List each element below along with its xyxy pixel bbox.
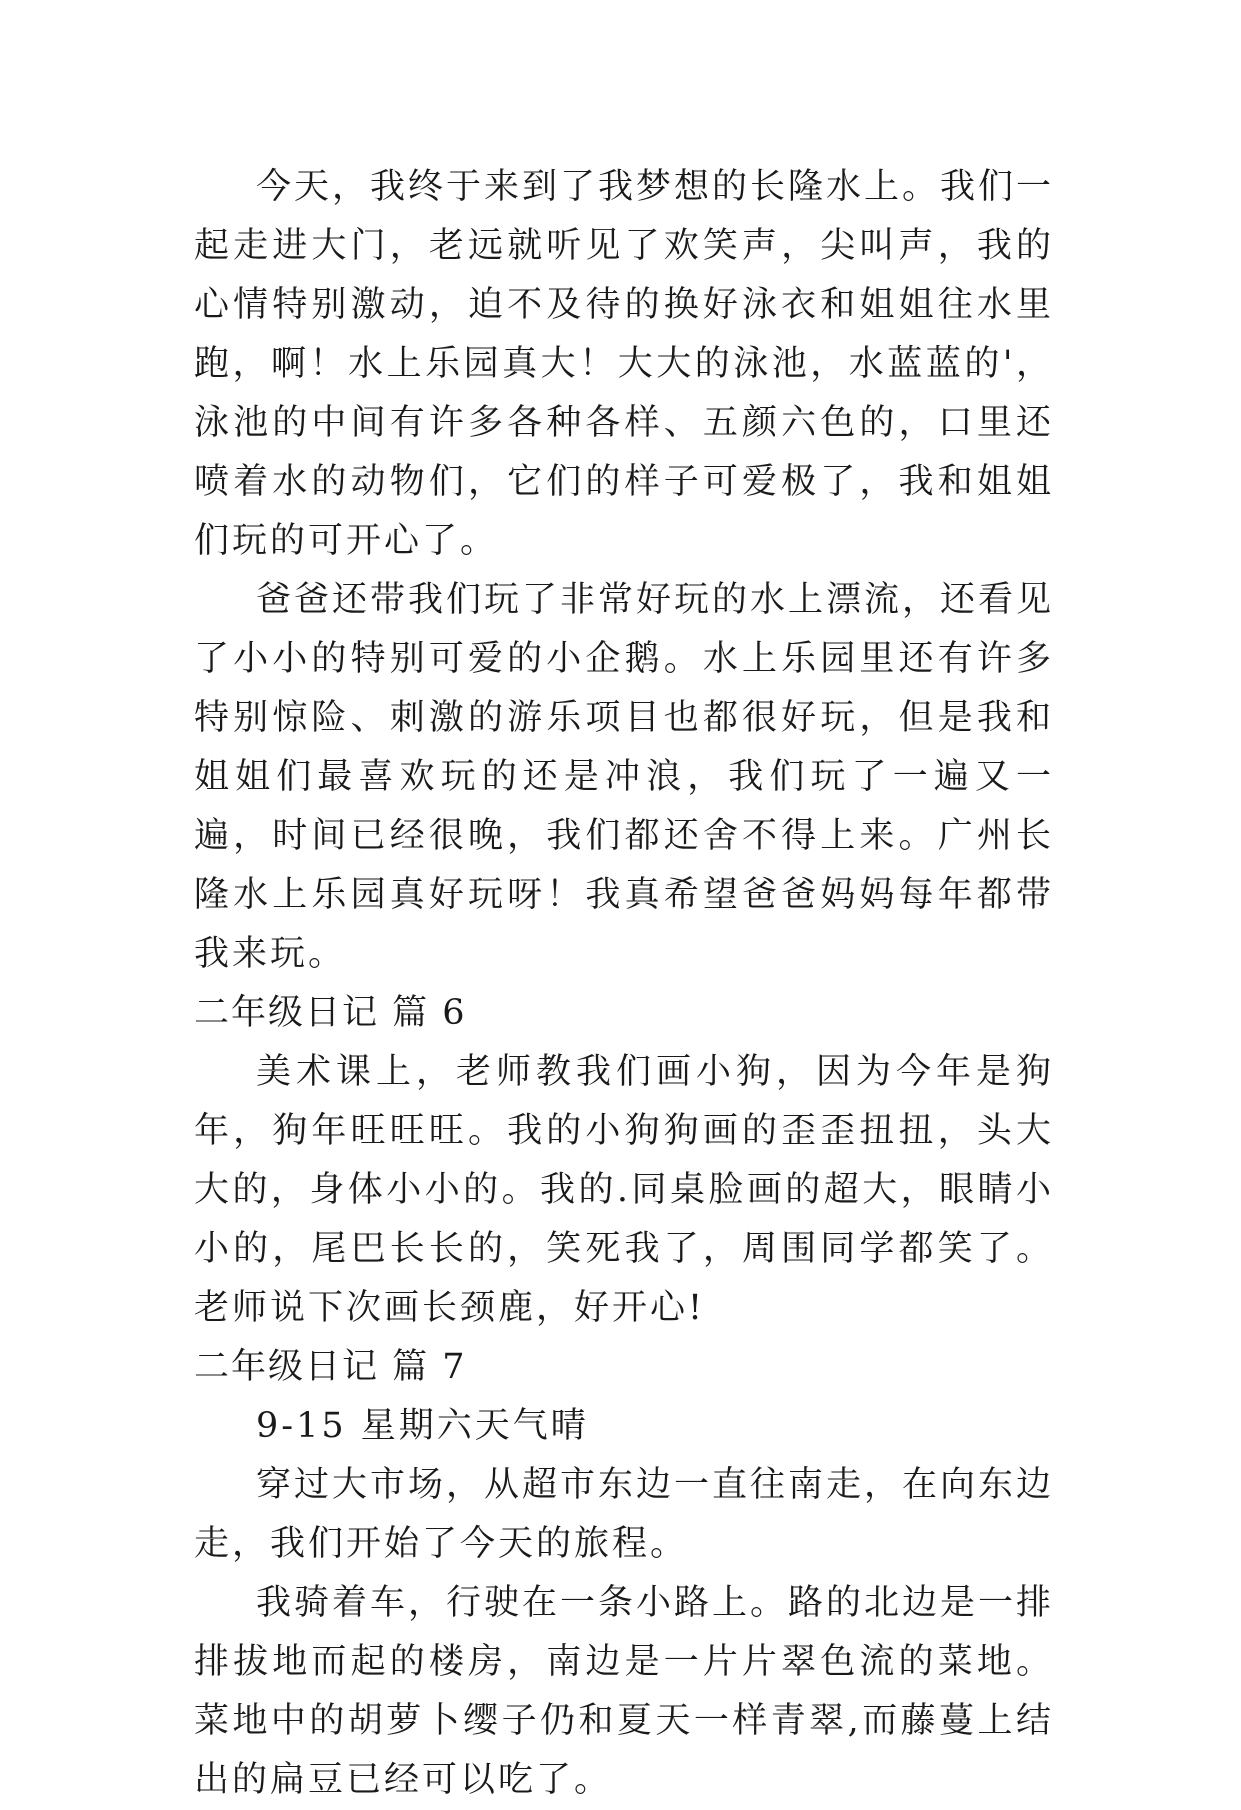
paragraph-water-park-visit: 今天，我终于来到了我梦想的长隆水上。我们一起走进大门，老远就听见了欢笑声，尖叫声，我的心情特别激动，迫不及待的换好泳衣和姐姐往水里跑，啊！水上乐园真大！大大的泳池，水蓝蓝的'，泳池的中间有许多各种各样、五颜六色的，口里还喷着水的动物们，它们的样子可爱极了，我和姐姐们玩的可开心了。 xyxy=(194,167,1055,561)
section-heading-diary-6: 二年级日记 篇 6 xyxy=(194,993,467,1033)
paragraph-journey-start: 穿过大市场，从超市东边一直往南走，在向东边走，我们开始了今天的旅程。 xyxy=(194,1465,1055,1564)
diary-date-line: 9-15 星期六天气晴 xyxy=(256,1406,589,1446)
section-heading-diary-7: 二年级日记 篇 7 xyxy=(194,1347,467,1387)
paragraph-drifting-and-surfing: 爸爸还带我们玩了非常好玩的水上漂流，还看见了小小的特别可爱的小企鹅。水上乐园里还有许多特别惊险、刺激的游乐项目也都很好玩，但是我和姐姐们最喜欢玩的还是冲浪，我们玩了一遍又一遍，时间已经很晚，我们都还舍不得上来。广州长隆水上乐园真好玩呀！我真希望爸爸妈妈每年都带我来玩。 xyxy=(194,580,1055,974)
paragraph-art-class: 美术课上，老师教我们画小狗，因为今年是狗年，狗年旺旺旺。我的小狗狗画的歪歪扭扭，头大大的，身体小小的。我的.同桌脸画的超大，眼睛小小的，尾巴长长的，笑死我了，周围同学都笑了。老师说下次画长颈鹿，好开心! xyxy=(194,1052,1054,1328)
paragraph-cycling-road: 我骑着车，行驶在一条小路上。路的北边是一排排拔地而起的楼房，南边是一片片翠色流的菜地。菜地中的胡萝卜缨子仍和夏天一样青翠,而藤蔓上结出的扁豆已经可以吃了。 xyxy=(194,1583,1055,1800)
document-page xyxy=(194,158,1054,1810)
